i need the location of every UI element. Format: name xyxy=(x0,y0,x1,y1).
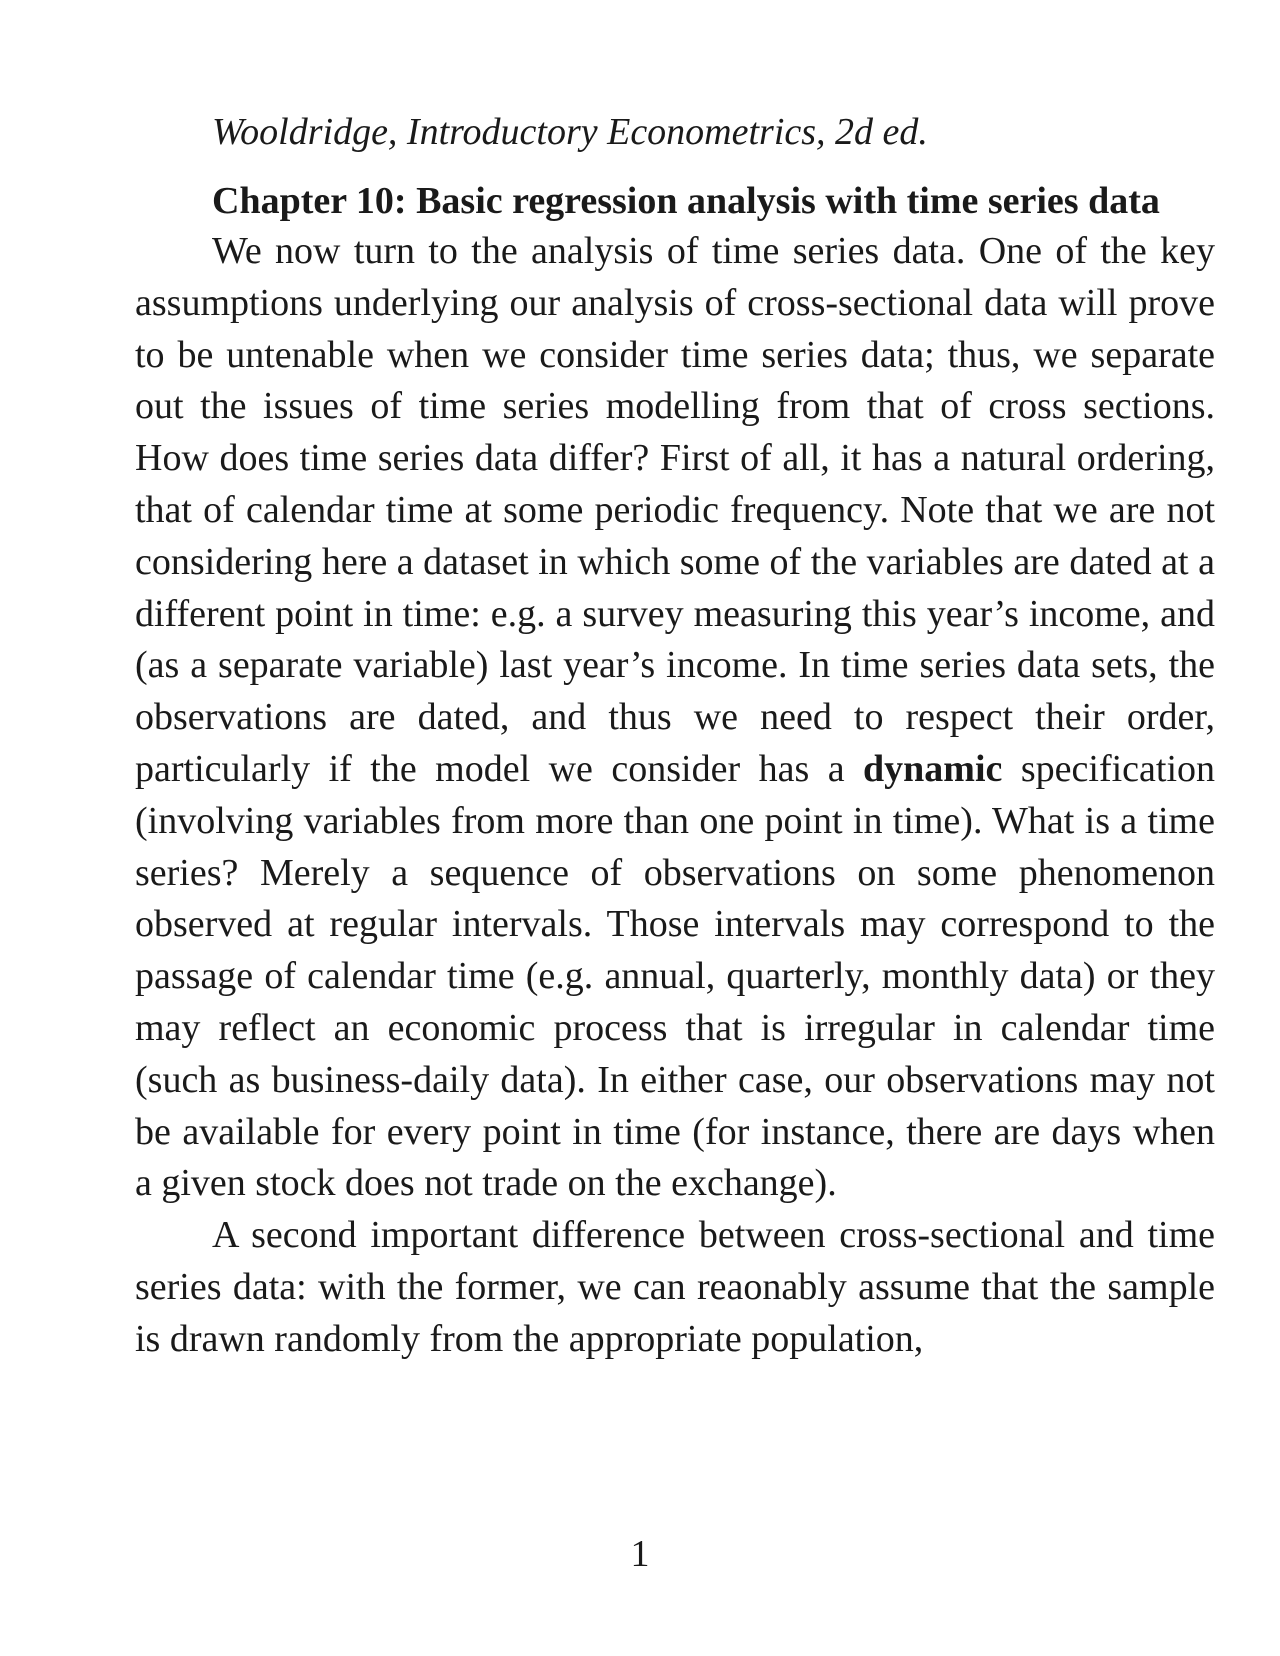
book-title: Wooldridge, Introductory Econometrics, 2d ed. xyxy=(212,111,928,153)
chapter-title: Basic regression analysis with time series data xyxy=(416,180,1160,222)
paragraph-1-text-a: We now turn to the analysis of time series data. One of the key assumptions underlying our analysis of cross-sectional data will prove to be untenable when we consider time series data; thus, we separate out the issues of time series modelling from that of cross sections. How does time series data differ? First of all, it has a natural ordering, that of calendar time at some periodic frequency. Note that we are not considering here a dataset in which some of the variables are dated at a different point in time: e.g. a survey measuring this year’s income, and (as a separate variable) last year’s income. In time series data sets, the observations are dated, and thus we need to respect their order, particularly if the model we consider has a xyxy=(135,230,1215,790)
paragraph-2: A second important difference between cross-sectional and time series data: with the former, we can reaonably assume that the sample is drawn randomly from the appropriate population, xyxy=(135,1214,1215,1360)
chapter-label: Chapter 10: xyxy=(212,180,407,222)
page-number: 1 xyxy=(630,1533,650,1575)
paragraph-1-text-b: specification (involving variables from more than one point in time). What is a time series? Merely a sequence of observations on some phenomenon observed at regular intervals. Those intervals may correspond to the passage of calendar time (e.g. annual, quarterly, monthly data) or they may reflect an economic process that is irregular in calendar time (such as business-daily data). In either case, our observations may not be available for every point in time (for instance, there are days when a given stock does not trade on the exchange). xyxy=(135,747,1215,1205)
document-page xyxy=(135,108,1215,1366)
paragraph-1 xyxy=(135,226,1215,1210)
chapter-heading xyxy=(135,176,1215,226)
emphasis-dynamic: dynamic xyxy=(863,747,1003,790)
